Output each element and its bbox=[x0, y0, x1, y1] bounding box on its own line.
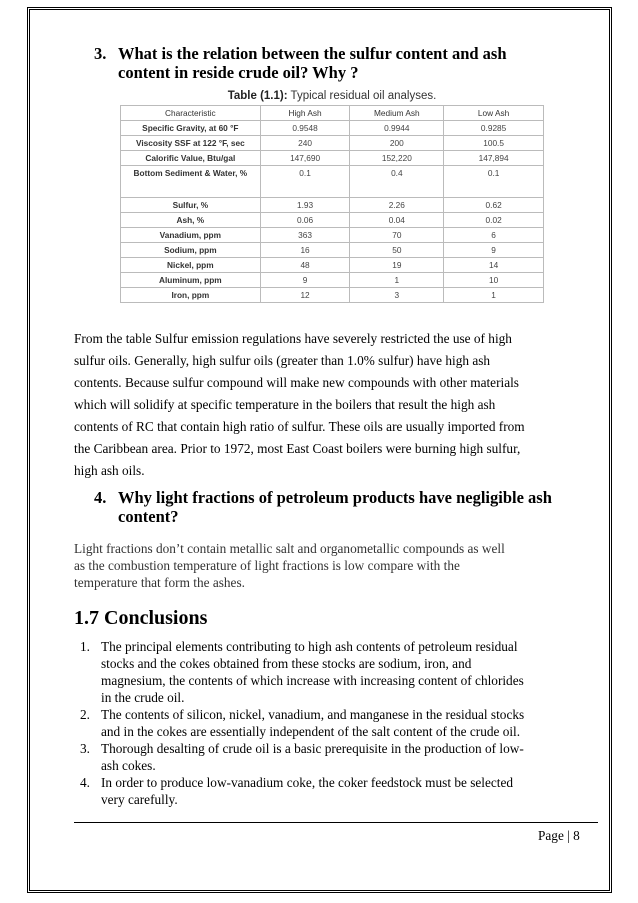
list-item bbox=[80, 638, 600, 706]
table-cell: 0.04 bbox=[350, 213, 444, 228]
table-cell: 0.1 bbox=[444, 166, 544, 198]
conclusions-list bbox=[80, 638, 600, 808]
list-item-line: and in the cokes are essentially independent of the salt content of the crude oil. bbox=[101, 724, 521, 739]
answer-3-line: From the table Sulfur emission regulations have severely restricted the use of high bbox=[74, 331, 512, 346]
residual-oil-table bbox=[120, 105, 544, 303]
table-cell: 16 bbox=[260, 243, 350, 258]
table-cell: 0.4 bbox=[350, 166, 444, 198]
list-item-line: in the crude oil. bbox=[101, 690, 185, 705]
question-3-line-2: content in reside crude oil? Why ? bbox=[118, 63, 359, 82]
table-cell: 6 bbox=[444, 228, 544, 243]
table-cell: 0.62 bbox=[444, 198, 544, 213]
footer-divider bbox=[74, 822, 598, 823]
question-4-number: 4. bbox=[94, 488, 107, 507]
table-cell: 363 bbox=[260, 228, 350, 243]
table-cell: 12 bbox=[260, 288, 350, 303]
table-cell-label: Sodium, ppm bbox=[121, 243, 261, 258]
table-cell-label: Sulfur, % bbox=[121, 198, 261, 213]
answer-3-paragraph bbox=[74, 328, 604, 482]
table-caption-label: Table (1.1): bbox=[227, 90, 288, 102]
table-cell: 70 bbox=[350, 228, 444, 243]
table-row bbox=[121, 166, 544, 198]
list-item bbox=[80, 740, 600, 774]
answer-3-line: contents. Because sulfur compound will make new compounds with other materials bbox=[74, 375, 519, 390]
table-row bbox=[121, 243, 544, 258]
question-3-number: 3. bbox=[94, 44, 107, 63]
list-item-line: stocks and the cokes obtained from these stocks are sodium, iron, and bbox=[101, 656, 472, 671]
list-item-number: 4. bbox=[80, 775, 90, 790]
table-cell: 3 bbox=[350, 288, 444, 303]
list-item-number: 1. bbox=[80, 639, 90, 654]
table-row bbox=[121, 213, 544, 228]
table-cell: 1.93 bbox=[260, 198, 350, 213]
question-4-line-2: content? bbox=[118, 507, 179, 526]
table-row bbox=[121, 258, 544, 273]
answer-3-line: sulfur oils. Generally, high sulfur oils (greater than 1.0% sulfur) have high ash bbox=[74, 353, 491, 368]
table-cell-label: Aluminum, ppm bbox=[121, 273, 261, 288]
list-item-line: In order to produce low-vanadium coke, the coker feedstock must be selected bbox=[101, 775, 514, 790]
table-row bbox=[121, 151, 544, 166]
list-item-line: ash cokes. bbox=[101, 758, 156, 773]
list-item-line: The principal elements contributing to high ash contents of petroleum residual bbox=[101, 639, 518, 654]
table-cell: 0.9285 bbox=[444, 121, 544, 136]
list-item-line: very carefully. bbox=[101, 792, 178, 807]
table-cell: 1 bbox=[350, 273, 444, 288]
table-cell: 0.9944 bbox=[350, 121, 444, 136]
table-cell-label: Bottom Sediment & Water, % bbox=[121, 166, 261, 198]
table-cell-label: Vanadium, ppm bbox=[121, 228, 261, 243]
answer-3-line: the Caribbean area. Prior to 1972, most East Coast boilers were burning high sulfur, bbox=[74, 441, 521, 456]
table-cell: 240 bbox=[260, 136, 350, 151]
table-cell: 50 bbox=[350, 243, 444, 258]
list-item-number: 3. bbox=[80, 741, 90, 756]
table-cell-label: Specific Gravity, at 60 °F bbox=[121, 121, 261, 136]
table-cell-label: Iron, ppm bbox=[121, 288, 261, 303]
table-cell: 0.02 bbox=[444, 213, 544, 228]
table-cell: 14 bbox=[444, 258, 544, 273]
table-cell: 0.1 bbox=[260, 166, 350, 198]
answer-4-line: as the combustion temperature of light fractions is low compare with the bbox=[74, 558, 460, 573]
table-cell: 10 bbox=[444, 273, 544, 288]
answer-4-line: Light fractions don’t contain metallic salt and organometallic compounds as well bbox=[74, 541, 505, 556]
table-cell: 100.5 bbox=[444, 136, 544, 151]
table-row bbox=[121, 228, 544, 243]
list-item bbox=[80, 706, 600, 740]
answer-3-line: which will solidify at specific temperature in the boilers that result the high ash bbox=[74, 397, 496, 412]
list-item-line: Thorough desalting of crude oil is a basic prerequisite in the production of low- bbox=[101, 741, 524, 756]
list-item-line: The contents of silicon, nickel, vanadium, and manganese in the residual stocks bbox=[101, 707, 525, 722]
table-row bbox=[121, 198, 544, 213]
table-cell: 147,690 bbox=[260, 151, 350, 166]
table-cell-label: Calorific Value, Btu/gal bbox=[121, 151, 261, 166]
table-cell: 0.06 bbox=[260, 213, 350, 228]
table-cell: 19 bbox=[350, 258, 444, 273]
answer-4-line: temperature that form the ashes. bbox=[74, 575, 245, 590]
list-item-number: 2. bbox=[80, 707, 90, 722]
table-cell: 48 bbox=[260, 258, 350, 273]
table-header-row bbox=[121, 106, 544, 121]
table-caption-text: Typical residual oil analyses. bbox=[287, 90, 437, 102]
answer-3-line: high ash oils. bbox=[74, 463, 145, 478]
header-high-ash: High Ash bbox=[260, 106, 350, 121]
table-cell: 2.26 bbox=[350, 198, 444, 213]
header-medium-ash: Medium Ash bbox=[350, 106, 444, 121]
header-low-ash: Low Ash bbox=[444, 106, 544, 121]
header-characteristic: Characteristic bbox=[121, 106, 261, 121]
table-cell: 9 bbox=[444, 243, 544, 258]
question-3-line-1: What is the relation between the sulfur content and ash bbox=[118, 44, 507, 63]
table-cell-label: Ash, % bbox=[121, 213, 261, 228]
table-cell: 1 bbox=[444, 288, 544, 303]
page-number: Page | 8 bbox=[538, 828, 580, 843]
table-cell: 0.9548 bbox=[260, 121, 350, 136]
table-row bbox=[121, 288, 544, 303]
answer-3-line: contents of RC that contain high ratio of sulfur. These oils are usually imported from bbox=[74, 419, 525, 434]
table-caption bbox=[120, 90, 544, 102]
table-cell: 152,220 bbox=[350, 151, 444, 166]
table-row bbox=[121, 136, 544, 151]
table-row bbox=[121, 273, 544, 288]
table-cell-label: Nickel, ppm bbox=[121, 258, 261, 273]
table-cell: 147,894 bbox=[444, 151, 544, 166]
table-cell: 200 bbox=[350, 136, 444, 151]
answer-4-paragraph bbox=[74, 540, 604, 591]
table-cell-label: Viscosity SSF at 122 °F, sec bbox=[121, 136, 261, 151]
table-cell: 9 bbox=[260, 273, 350, 288]
list-item-line: magnesium, the contents of which increase with increasing content of chlorides bbox=[101, 673, 524, 688]
conclusions-title: 1.7 Conclusions bbox=[74, 607, 208, 629]
question-4-line-1: Why light fractions of petroleum products have negligible ash bbox=[118, 488, 552, 507]
table-row bbox=[121, 121, 544, 136]
list-item bbox=[80, 774, 600, 808]
